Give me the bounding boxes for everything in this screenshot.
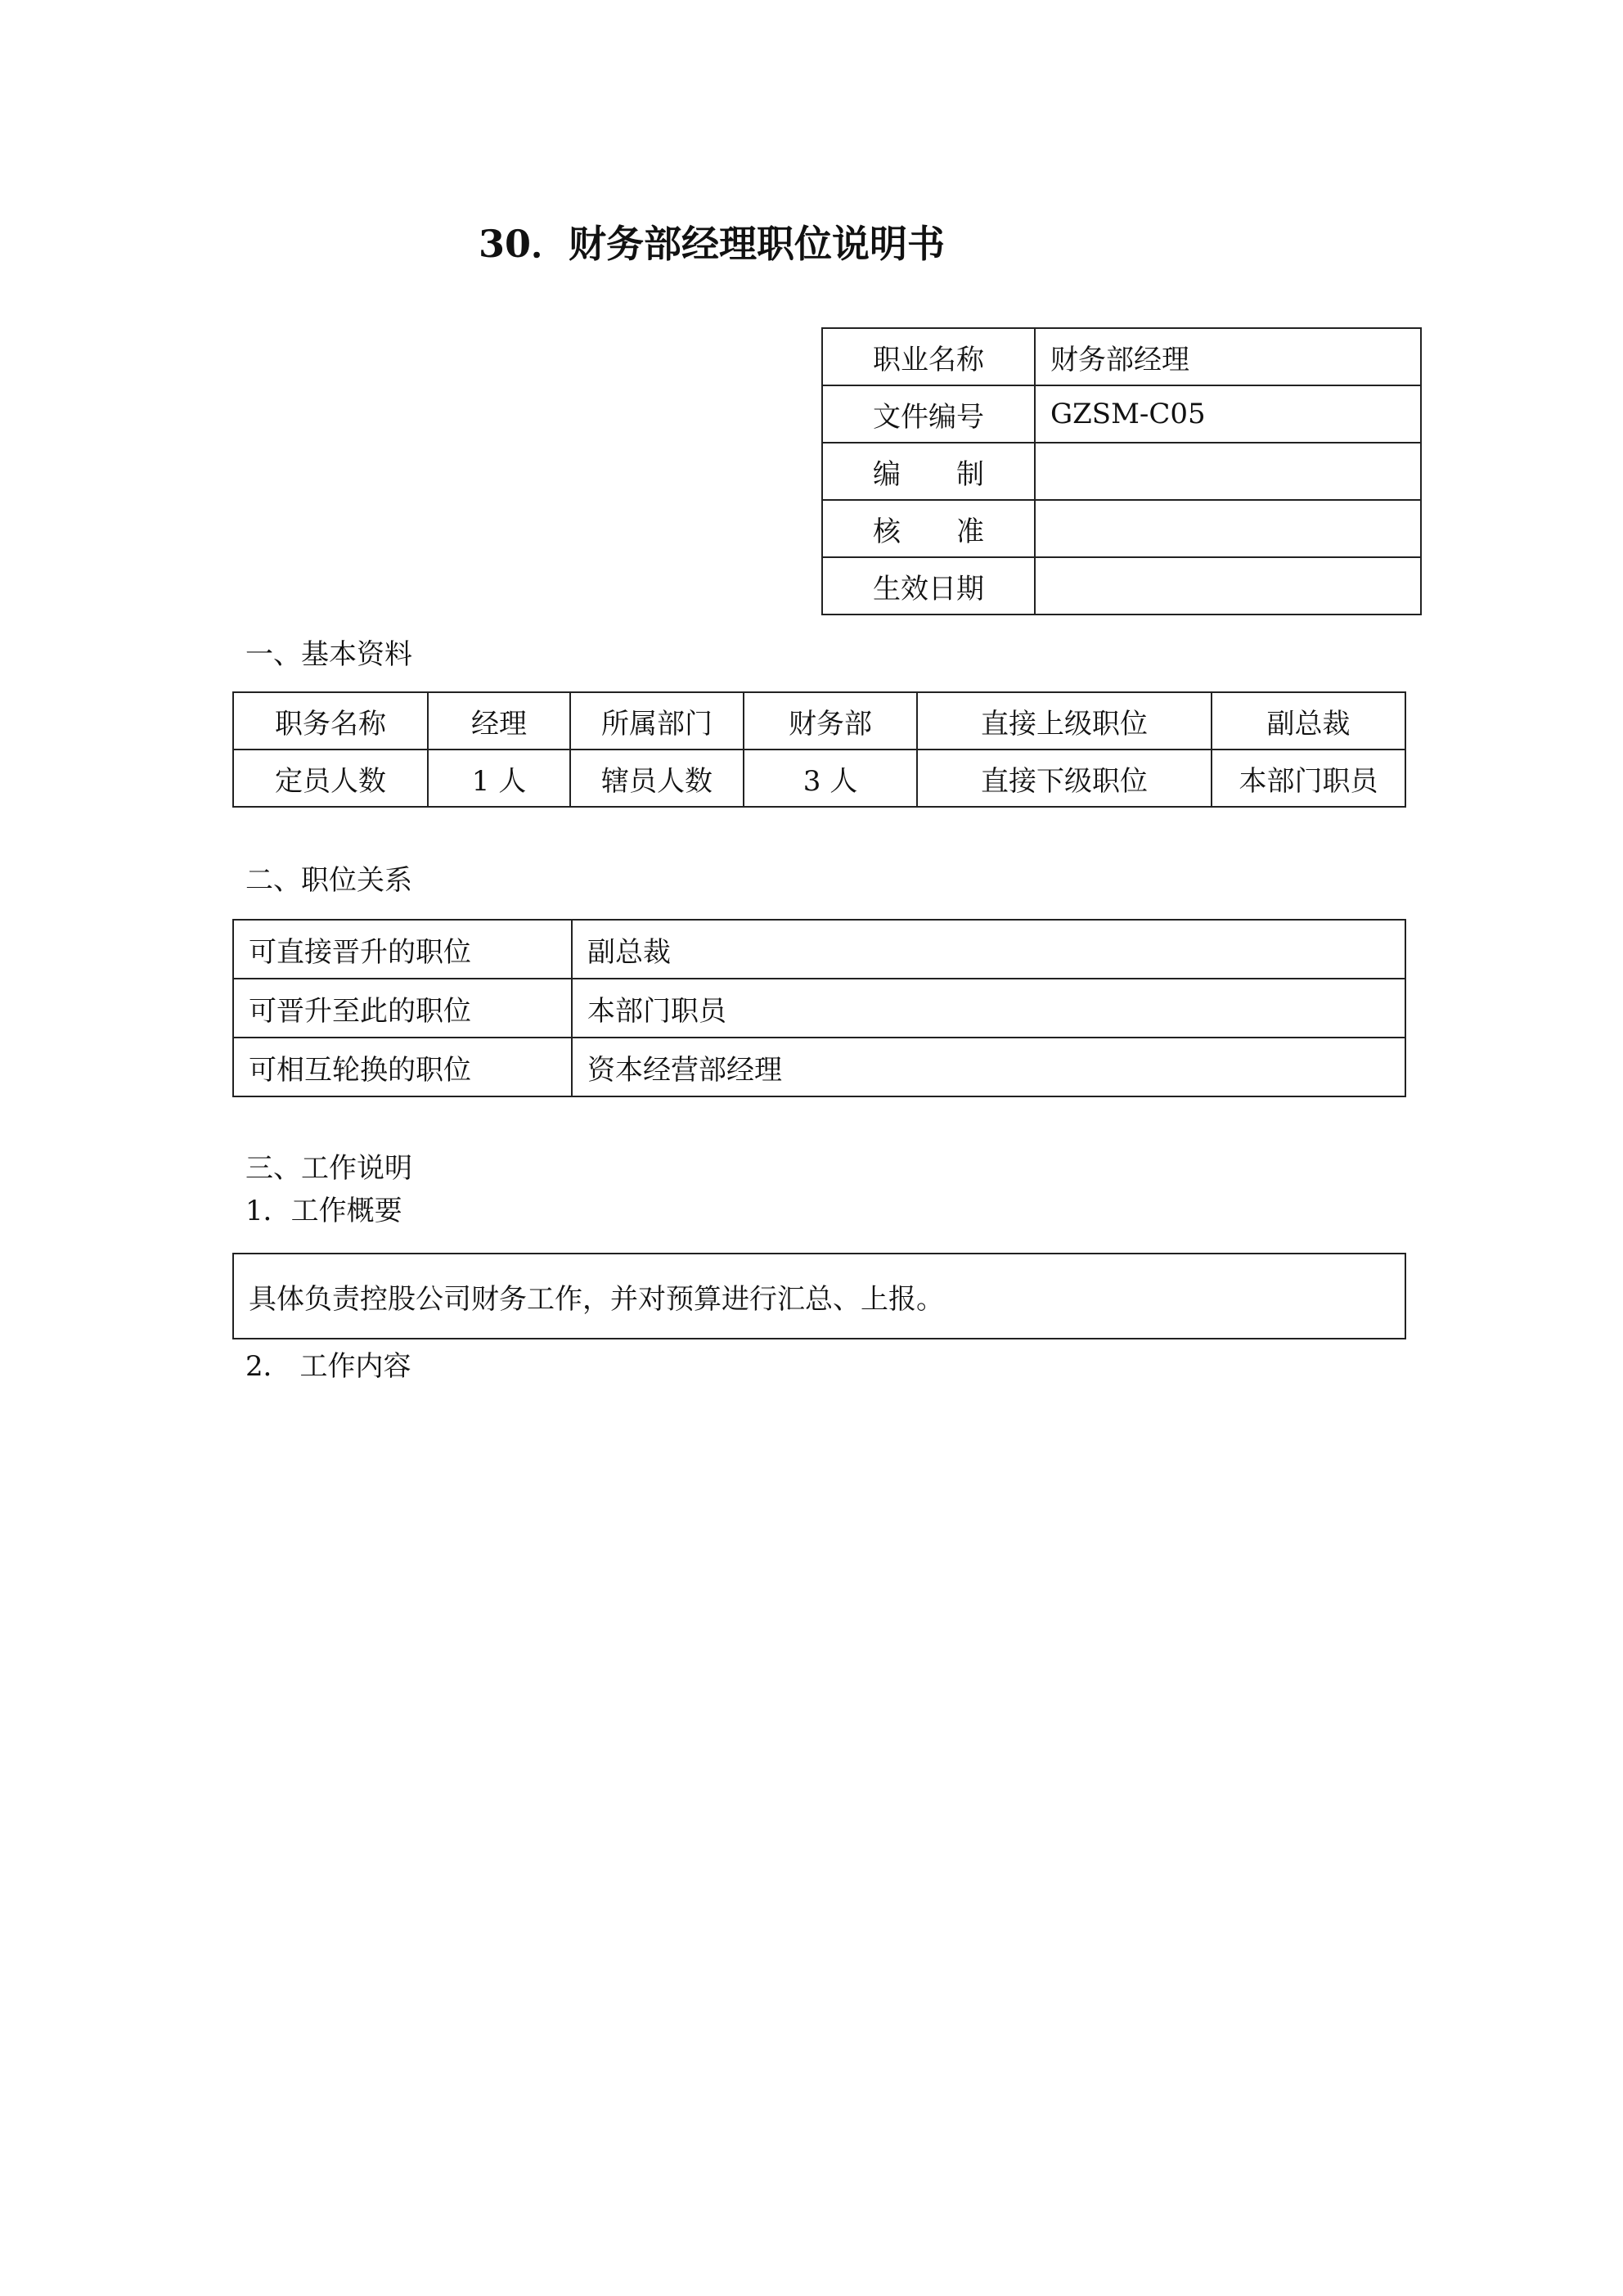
cell: 1 人 (428, 750, 570, 807)
meta-value: 财务部经理 (1035, 328, 1421, 385)
cell: 直接下级职位 (917, 750, 1212, 807)
meta-row (822, 443, 1421, 500)
cell: 所属部门 (570, 692, 744, 750)
table-row (233, 979, 1405, 1038)
subheading-summary: 1．工作概要 (245, 1195, 402, 1227)
table-row (233, 1038, 1405, 1096)
document-meta-table (821, 327, 1422, 615)
basic-info-table (232, 691, 1406, 808)
summary-text: 具体负责控股公司财务工作，并对预算进行汇总、上报。 (233, 1254, 1405, 1339)
relation-label: 可晋升至此的职位 (233, 979, 572, 1038)
relation-value: 副总裁 (572, 920, 1405, 979)
table-row (233, 750, 1405, 807)
cell: 职务名称 (233, 692, 428, 750)
cell: 直接上级职位 (917, 692, 1212, 750)
meta-value (1035, 443, 1421, 500)
meta-value (1035, 500, 1421, 557)
table-row (233, 1254, 1405, 1339)
table-row (233, 920, 1405, 979)
subheading-work-content: 2． 工作内容 (245, 1350, 411, 1383)
page-title: 30．财务部经理职位说明书 (479, 222, 946, 266)
relation-value: 本部门职员 (572, 979, 1405, 1038)
meta-row (822, 385, 1421, 443)
cell: 本部门职员 (1212, 750, 1405, 807)
cell: 3 人 (744, 750, 917, 807)
section-heading-work: 三、工作说明 (245, 1152, 412, 1185)
cell: 财务部 (744, 692, 917, 750)
section-heading-relations: 二、职位关系 (245, 864, 412, 897)
meta-value (1035, 557, 1421, 615)
section-heading-basic: 一、基本资料 (245, 638, 412, 671)
meta-label: 核 准 (822, 500, 1035, 557)
cell: 辖员人数 (570, 750, 744, 807)
meta-row (822, 500, 1421, 557)
cell: 副总裁 (1212, 692, 1405, 750)
position-relations-table (232, 919, 1406, 1097)
relation-value: 资本经营部经理 (572, 1038, 1405, 1096)
meta-row (822, 328, 1421, 385)
meta-row (822, 557, 1421, 615)
cell: 经理 (428, 692, 570, 750)
meta-label: 职业名称 (822, 328, 1035, 385)
meta-value: GZSM-C05 (1035, 385, 1421, 443)
cell: 定员人数 (233, 750, 428, 807)
work-summary-box (232, 1253, 1406, 1339)
meta-label: 编 制 (822, 443, 1035, 500)
relation-label: 可直接晋升的职位 (233, 920, 572, 979)
meta-label: 文件编号 (822, 385, 1035, 443)
table-row (233, 692, 1405, 750)
meta-label: 生效日期 (822, 557, 1035, 615)
relation-label: 可相互轮换的职位 (233, 1038, 572, 1096)
